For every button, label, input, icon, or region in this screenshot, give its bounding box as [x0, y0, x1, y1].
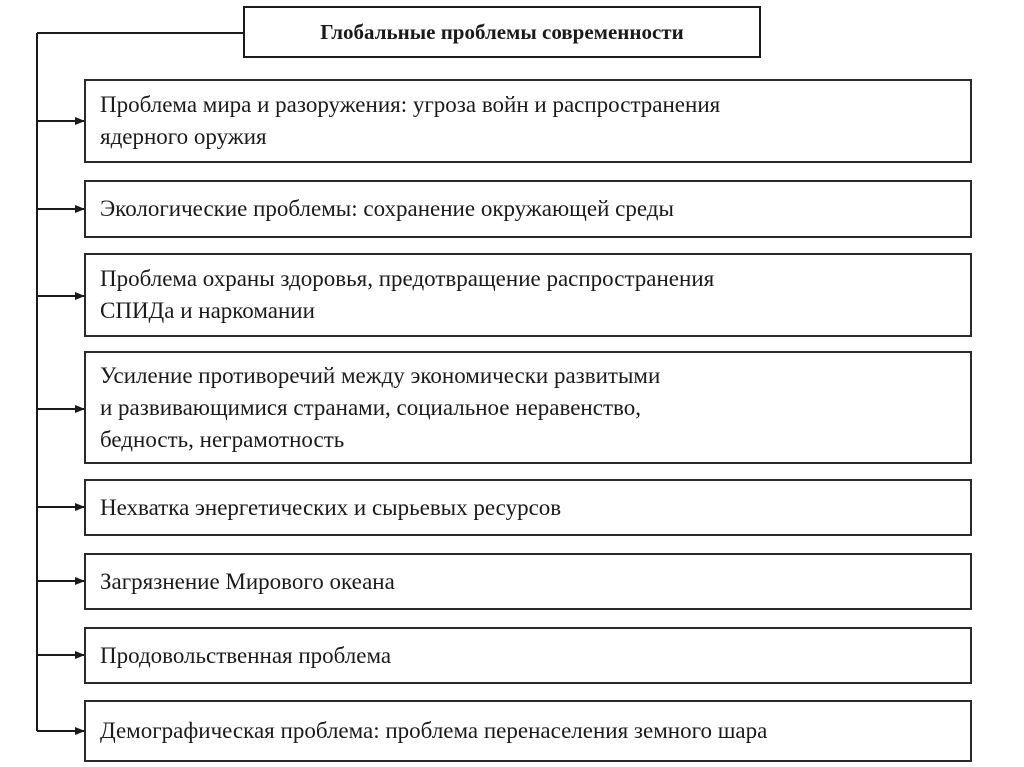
problem-text: Проблема охраны здоровья, предотвращение распространения СПИДа и наркомании [100, 266, 715, 323]
problem-text: Нехватка энергетических и сырьевых ресурсов [100, 494, 562, 520]
diagram-title-text: Глобальные проблемы современности [320, 19, 684, 44]
problem-box-ocean-pollution [84, 553, 972, 610]
problem-box-inequality [84, 351, 972, 464]
problem-box-demography [84, 700, 972, 762]
problem-box-peace-disarmament [84, 79, 972, 163]
diagram-title [243, 6, 761, 58]
problem-text: Экологические проблемы: сохранение окружающей среды [100, 196, 674, 221]
problem-text: Усиление противоречий между экономически развитыми и развивающимися странами, социальное неравенство, бедность, неграмотность [100, 362, 661, 452]
problem-box-food [84, 627, 972, 684]
problem-box-ecology [84, 180, 972, 238]
problem-text: Демографическая проблема: проблема перенаселения земного шара [100, 718, 768, 743]
problem-box-resources [84, 479, 972, 536]
problem-text: Загрязнение Мирового океана [100, 568, 395, 594]
problem-text: Проблема мира и разоружения: угроза войн и распространения ядерного оружия [100, 92, 721, 149]
problem-text: Продовольственная проблема [100, 642, 392, 668]
problem-box-health [84, 253, 972, 337]
